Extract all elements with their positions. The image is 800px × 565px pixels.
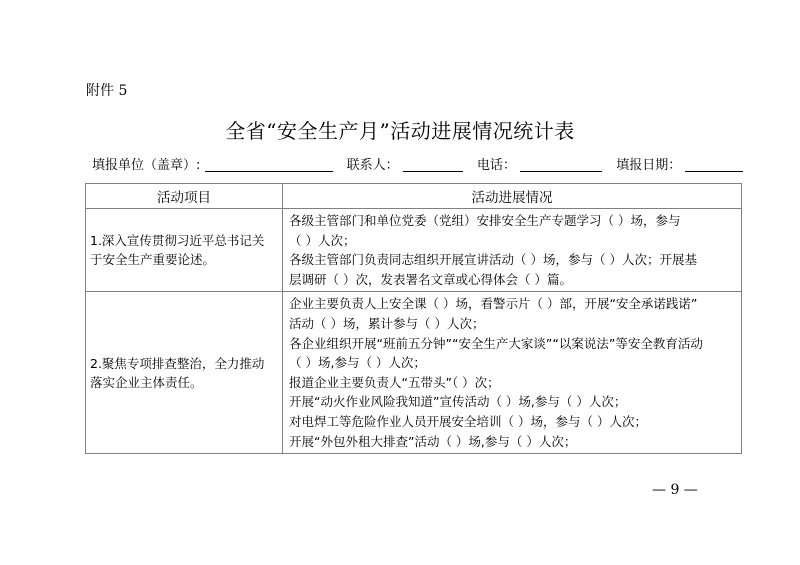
progress-line: 各级主管部门和单位党委（党组）安排安全生产专题学习（ ）场，参与 [289, 213, 681, 228]
progress-line: 各企业组织开展“班前五分钟”“安全生产大家谈”“以案说法”等安全教育活动 [289, 335, 703, 351]
phone-label: 电话： [476, 158, 516, 173]
contact-blank[interactable] [403, 157, 463, 172]
progress-line: 企业主要负责人上安全课（ ）场，看警示片（ ）部，开展“安全承诺践诺” [289, 296, 698, 312]
activity-item-cell: 1.深入宣传贯彻习近平总书记关于安全生产重要论述。 [86, 209, 283, 292]
activity-item-cell: 2.聚焦专项排查整治，全力推动落实企业主体责任。 [86, 292, 283, 454]
unit-label: 填报单位（盖章）: [92, 158, 201, 173]
fill-in-row [92, 154, 743, 173]
progress-line: 层调研（ ）次，发表署名文章或心得体会（ ）篇。 [289, 271, 572, 287]
progress-line: 各级主管部门负责同志组织开展宣讲活动（ ）场，参与（ ）人次；开展基 [289, 252, 697, 268]
header-activity-item: 活动项目 [86, 184, 283, 209]
phone-blank[interactable] [520, 157, 602, 172]
activity-progress-cell[interactable] [283, 209, 742, 292]
progress-line: 活动（ ）场，累计参与（ ）人次； [289, 315, 485, 331]
table-row [86, 292, 742, 454]
date-label: 填报日期： [616, 158, 682, 173]
statistics-table [85, 183, 742, 454]
page-number: — 9 — [652, 482, 698, 498]
unit-blank[interactable] [205, 157, 333, 172]
table-row [86, 209, 742, 292]
progress-line: （ ）场,参与（ ）人次； [289, 355, 426, 371]
activity-progress-cell[interactable] [283, 292, 742, 454]
progress-line: 报道企业主要负责人“五带头”（ ）次； [289, 374, 500, 390]
table-header-row [86, 184, 742, 209]
progress-line: 开展“动火作业风险我知道”宣传活动（ ）场,参与（ ）人次； [289, 394, 627, 410]
attachment-label: 附件 5 [86, 83, 128, 99]
progress-line: 对电焊工等危险作业人员开展安全培训（ ）场，参与（ ）人次； [289, 413, 647, 429]
contact-label: 联系人： [346, 158, 399, 173]
document-title: 全省“安全生产月”活动进展情况统计表 [225, 119, 575, 143]
header-activity-progress: 活动进展情况 [283, 184, 742, 209]
progress-line: （ ）人次； [289, 232, 356, 248]
progress-line: 开展“外包外租大排查”活动（ ）场,参与（ ）人次； [289, 433, 577, 449]
date-blank[interactable] [685, 157, 743, 172]
